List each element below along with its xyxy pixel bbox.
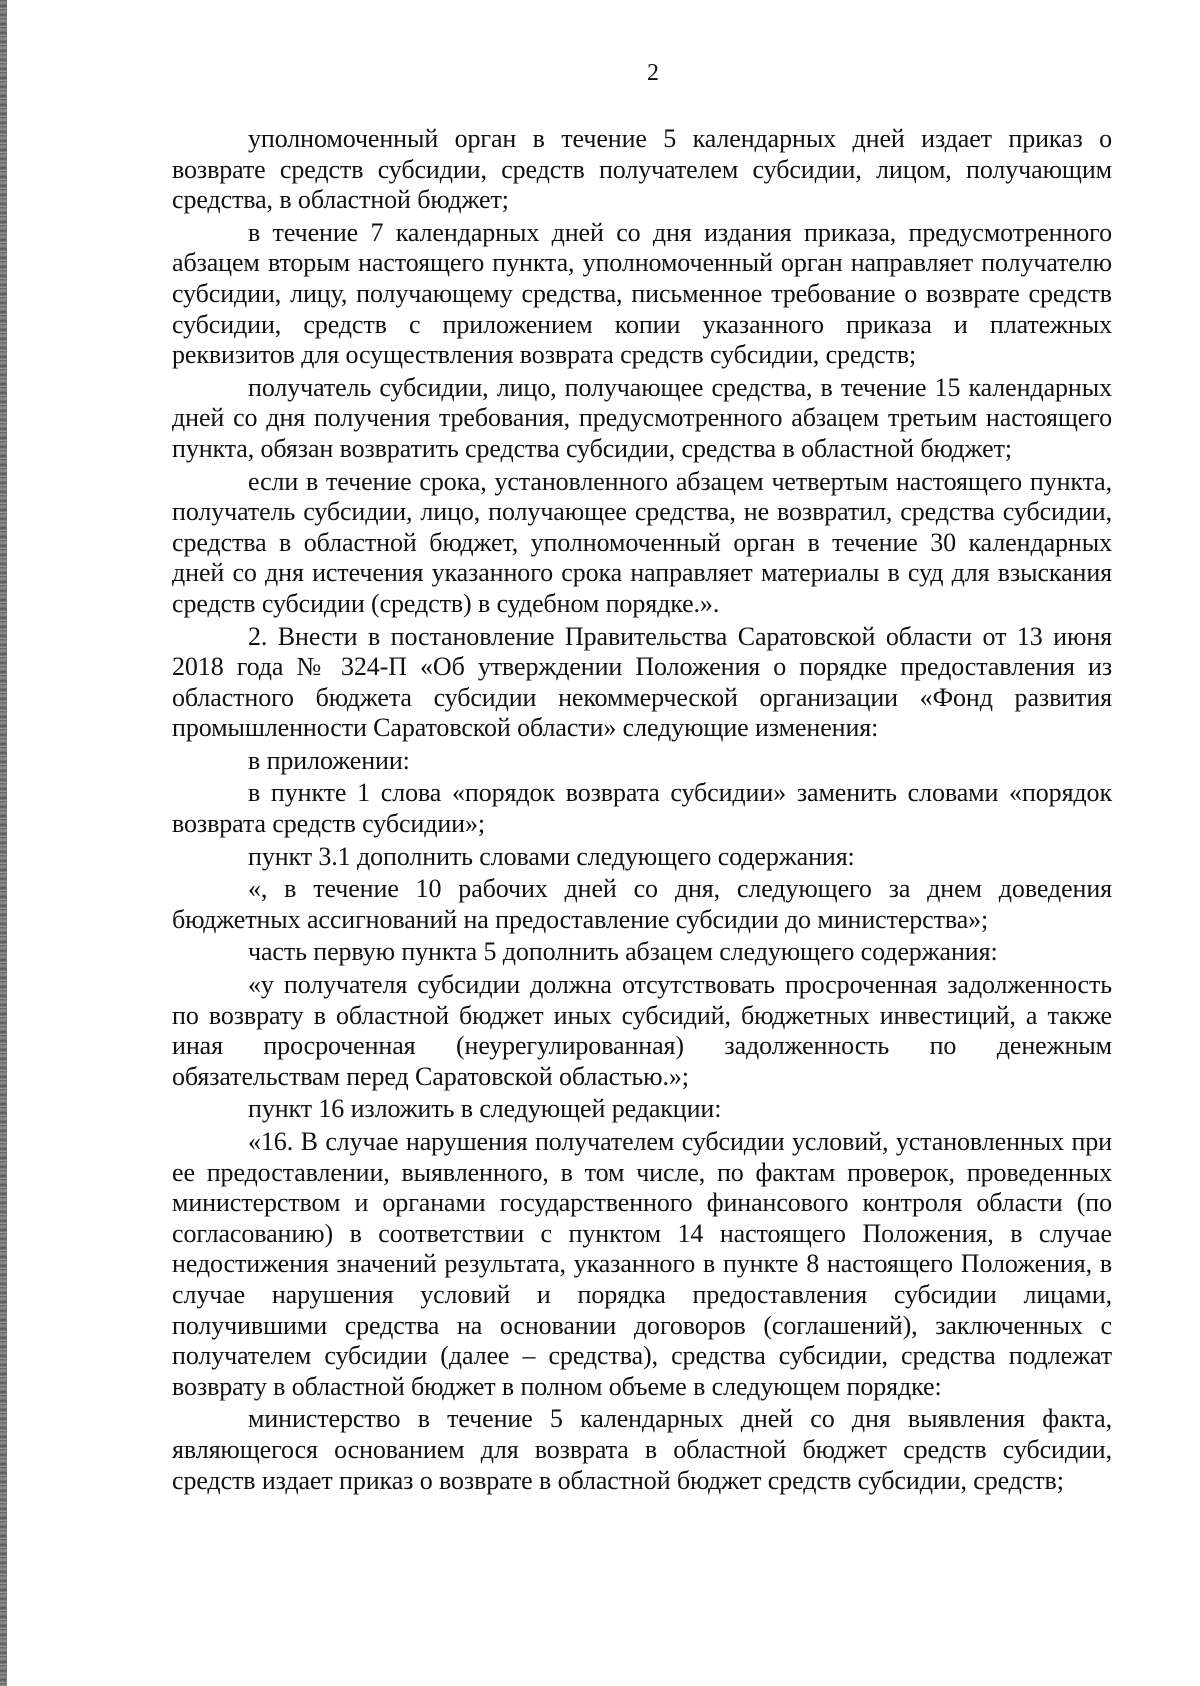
paragraph: «16. В случае нарушения получателем субсидии условий, установленных при ее предоставлении, выявленного, в том числе, по фактам проверок, проведенных министерством и органами государственного финансового контроля области (по согласованию) в соответствии с пунктом 14 настоящего Положения, в случае недостижения значений результата, указанного в пункте 8 настоящего Положения, в случае нарушения условий и порядка предоставления субсидии лицами, получившими средства на основании договоров (соглашений), заключенных с получателем субсидии (далее – средства), средства субсидии, средства подлежат возврату в областной бюджет в полном объеме в следующем порядке: <box>172 1127 1112 1401</box>
paragraph: в приложении: <box>248 745 410 775</box>
paragraph: 2. Внести в постановление Правительства Саратовской области от 13 июня 2018 года № 324-П «Об утверждении Положения о порядке предоставления из областного бюджета субсидии некоммерческой организации «Фонд развития промышленности Саратовской области» следующие изменения: <box>172 621 1112 743</box>
paragraph: если в течение срока, установленного абзацем четвертым настоящего пункта, получатель субсидии, лицо, получающее средства, не возвратил, средства субсидии, средства в областной бюджет, уполномоченный орган в течение 30 календарных дней со дня истечения указанного срока направляет материалы в суд для взыскания средств субсидии (средств) в судебном порядке.». <box>172 466 1112 618</box>
page-number: 2 <box>647 60 659 86</box>
paragraph: пункт 3.1 дополнить словами следующего содержания: <box>248 841 855 871</box>
paragraph: «, в течение 10 рабочих дней со дня, следующего за днем доведения бюджетных ассигнований на предоставление субсидии до министерства»; <box>172 874 1112 934</box>
document-page <box>172 58 1112 1496</box>
paragraph: получатель субсидии, лицо, получающее средства, в течение 15 календарных дней со дня получения требования, предусмотренного абзацем третьим настоящего пункта, обязан возвратить средства субсидии, средства в областной бюджет; <box>172 372 1112 463</box>
paragraph: уполномоченный орган в течение 5 календарных дней издает приказ о возврате средств субсидии, средств получателем субсидии, лицом, получающим средства, в областной бюджет; <box>172 124 1112 215</box>
paragraph: «у получателя субсидии должна отсутствовать просроченная задолженность по возврату в областной бюджет иных субсидий, бюджетных инвестиций, а также иная просроченная (неурегулированная) задолженность по денежным обязательствам перед Саратовской областью.»; <box>172 970 1112 1091</box>
scan-edge <box>0 0 7 1686</box>
paragraph: пункт 16 изложить в следующей редакции: <box>248 1094 722 1124</box>
document-body <box>172 124 1112 1496</box>
paragraph: министерство в течение 5 календарных дней со дня выявления факта, являющегося основанием для возврата в областной бюджет средств субсидии, средств издает приказ о возврате в областной бюджет средств субсидии, средств; <box>172 1404 1112 1495</box>
paragraph: часть первую пункта 5 дополнить абзацем следующего содержания: <box>248 937 998 967</box>
paragraph: в течение 7 календарных дней со дня издания приказа, предусмотренного абзацем вторым настоящего пункта, уполномоченный орган направляет получателю субсидии, лицу, получающему средства, письменное требование о возврате средств субсидии, средств с приложением копии указанного приказа и платежных реквизитов для осуществления возврата средств субсидии, средств; <box>172 217 1112 370</box>
paragraph: в пункте 1 слова «порядок возврата субсидии» заменить словами «порядок возврата средств субсидии»; <box>172 778 1112 839</box>
